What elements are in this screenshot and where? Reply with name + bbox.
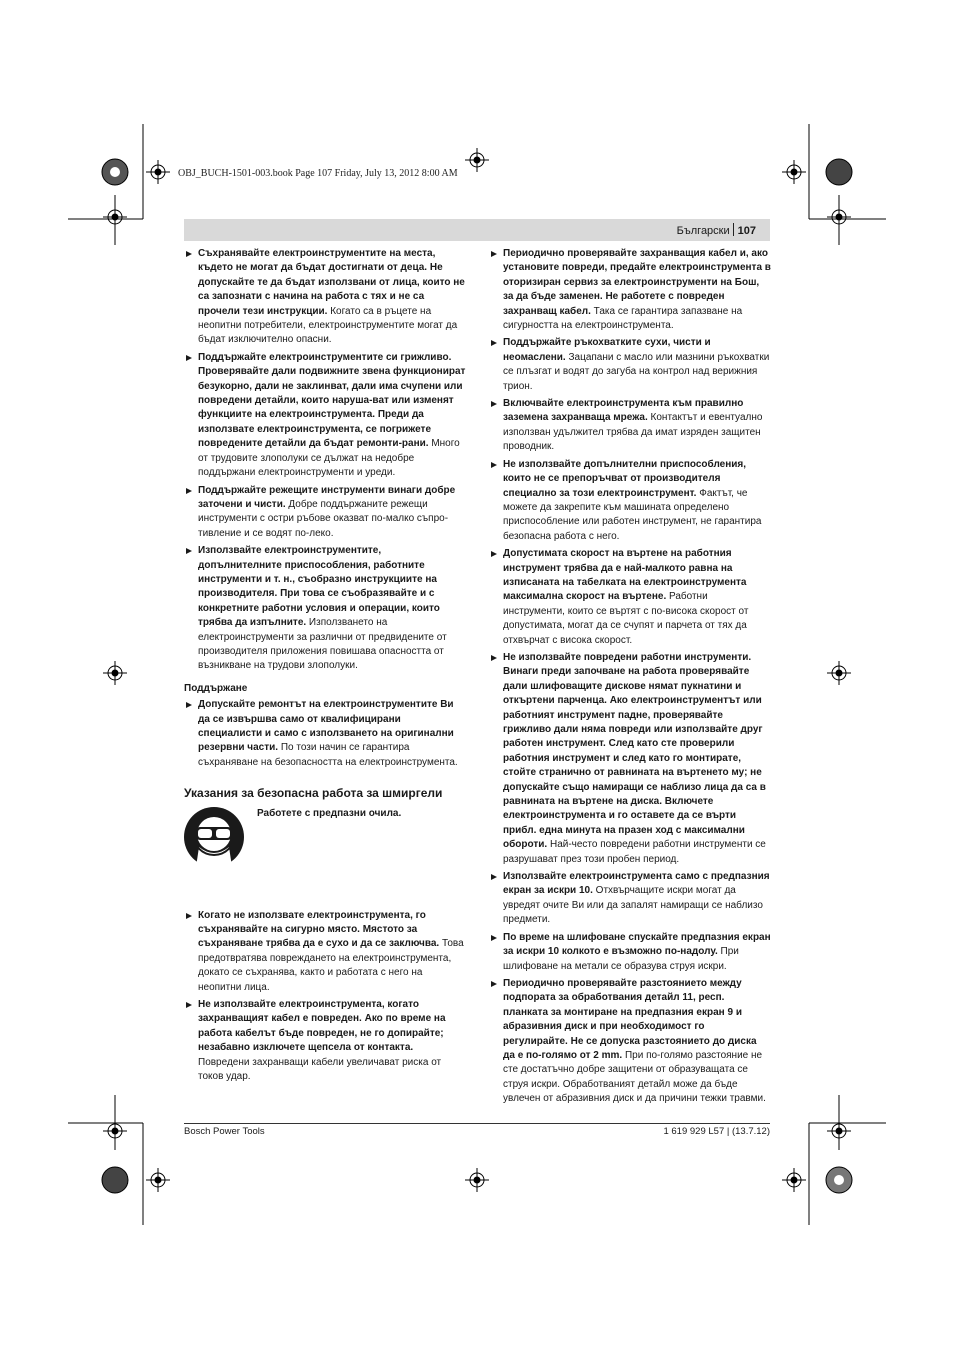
bullet-item [184,909,466,995]
bullet-item [184,544,466,674]
bullet-bold-text: Поддържайте електроинструментите си грижливо. Проверявайте дали подвижните звена функционират безукорно, дали не заклинват, дали има счупени или повредени детайли, които наруша-ват или изменят функциите на електроинструмента. Преди да използвате електроинструмента, се погрижете повредените детайли да бъдат ремонти-рани. [198,351,466,450]
bullet-body-text: При по-голямо разстояние не сте достатъчно добре защитени от образуващата се струя искри. Обработваният детайл може да бъде увлечен от абразивния диск и да причини тежки травми. [503,1049,766,1105]
bullet-triangle-icon [491,551,497,557]
footer-brand: Bosch Power Tools [184,1126,265,1137]
safety-goggles-icon [184,807,244,867]
bullet-triangle-icon [491,401,497,407]
bullet-bold-text: Поддържайте ръкохватките сухи, чисти и неомаслени. [503,337,711,363]
bullet-bold-text: Не използвайте допълнителни приспособления, които не се препоръчват от производителя специално за този електроинструмент. [503,458,747,499]
bullet-item [184,998,466,1084]
goggles-notice [184,807,466,897]
bullet-item [184,484,466,542]
bullet-body-text: Отхвърчащите искри могат да увредят очите Ви или да запалят намиращи се наблизо предмети. [503,885,763,926]
maintenance-items [184,698,466,770]
bullet-bold-text: Допускайте ремонтът на електроинструментите Ви да се извършва само от квалифицирани специалисти и само с използването на оригинални резервни части. [198,699,454,754]
grinder-items [184,909,466,1085]
header-language: Български [676,225,730,237]
bullet-bold-text: Допустимата скорост на въртене на работния инструмент трябва да е най-малкото равна на изписаната на табелката на електроинструмента максимална скорост на въртене. [503,548,747,603]
bullet-body-text: Използването на електроинструменти за различни от предвидените от производителя приложения повишава опасността от възникване на трудови злополуки. [198,617,447,672]
right-items [489,247,771,1107]
bullet-triangle-icon [186,251,192,257]
bullet-item [489,651,771,867]
page-header [184,219,770,241]
bullet-body-text: Когато са в ръцете на неопитни потребители, електроинструментите могат да бъдат изключително опасни. [198,305,458,346]
bullet-triangle-icon [491,340,497,346]
bullet-bold-text: Използвайте електроинструментите, допълнителните приспособления, работните инструменти и т. н., съобразно инструкциите на производителя. При това се съобразявайте и с конкретните работни условия и операции, които трябва да изпълните. [198,545,440,629]
bullet-triangle-icon [186,702,192,708]
bullet-item [489,547,771,648]
bullet-body-text: Това предотвратява повреждането на електроинструмента, докато се съхранява, както и работата с него на неопитни лица. [198,938,464,993]
bullet-triangle-icon [491,251,497,257]
footer-doc-number: 1 619 929 L57 | (13.7.12) [663,1126,770,1137]
bullet-bold-text: Включвайте електроинструмента към правилно заземена захранваща мрежа. [503,398,744,424]
print-slug: OBJ_BUCH-1501-003.book Page 107 Friday, July 13, 2012 8:00 AM [178,168,458,179]
bullet-item [184,351,466,481]
bullet-bold-text: Когато не използвате електроинструмента, го съхранявайте на сигурно място. Мястото за съхраняване трябва да е сухо и да се заключва. [198,909,440,950]
bullet-body-text: Добре поддържаните режещи инструменти с остри ръбове оказват по-малко съпро-тивление и се водят по-леко. [198,498,449,539]
bullet-triangle-icon [491,462,497,468]
bullet-body-text: По този начин се гарантира съхраняване на безопасността на електроинструмента. [198,742,458,768]
grinder-section-heading: Указания за безопасна работа за шмиргели [184,786,443,801]
bullet-bold-text: Съхранявайте електроинструментите на места, където не могат да бъдат достигнати от деца. Не допускайте те да бъдат използвани от лица, които не са запознати с начина на работа с тях и не са прочели тези инструкции. [198,248,465,317]
bullet-bold-text: Не използвайте електроинструмента, когато захранващият кабел е повреден. Ако по време на работа кабелът бъде повреден, не го допирайте; незабавно изключете щепсела от контакта. [198,999,446,1054]
bullet-body-text: Най-често повредени работни инструменти се разрушават през този пробен период. [503,839,766,865]
bullet-bold-text: Не използвайте повредени работни инструменти. Винаги преди започване на работа проверявайте дали шлифоващите дискове нямат пукнатини и откъртени парченца. Ако електроинструментът или работният инструмент падне, проверявайте грижливо дали няма повреди или използвайте друг работен инструмент. След като сте проверили работния инструмент и след като го монтирате, стойте странично от равнината на въртенето му; не допускайте също намиращи се наблизо лица да са в равнината на въртене на диска. Включете електроинструмента и го оставете да се върти прибл. една минута на празен ход с максимални обороти. [503,651,766,851]
bullet-triangle-icon [186,548,192,554]
left-items [184,247,466,674]
bullet-triangle-icon [491,874,497,880]
bullet-item [489,931,771,974]
bullet-body-text: При шлифоване на метали се образува струя искри. [503,946,739,972]
bullet-triangle-icon [491,655,497,661]
header-label [677,223,756,237]
bullet-triangle-icon [186,1002,192,1008]
bullet-body-text: Много от трудовите злополуки се дължат на недобре поддържани електроинструменти и уреди. [198,438,460,479]
bullet-body-text: Контактът и евентуално използван удължител трябва да имат изряден защитен проводник. [503,412,763,453]
bullet-triangle-icon [491,935,497,941]
bullet-item [489,397,771,455]
bullet-item [489,458,771,544]
bullet-item [489,977,771,1107]
bullet-triangle-icon [186,355,192,361]
page-number: 107 [737,225,756,237]
bullet-item [489,870,771,928]
bullet-item [489,247,771,333]
bullet-body-text: Фактът, че можете да закрепите към машината определено приспособление или работен инструмент, не гарантира безопасна работа с него. [503,487,762,542]
bullet-triangle-icon [491,981,497,987]
left-column [184,247,466,1088]
bullet-item [184,247,466,348]
bullet-bold-text: Периодично проверявайте захранващия кабел и, ако установите повреди, предайте електроинструмента в оторизиран сервиз за електроинструменти на Бош, за да бъде заменен. Не работете с повреден захранващ кабел. [503,248,771,317]
footer-rule [184,1123,770,1124]
right-column [489,247,771,1110]
bullet-body-text: Повредени захранващи кабели увеличават риска от токов удар. [198,1056,442,1083]
goggles-caption: Работете с предпазни очила. [257,807,402,819]
bullet-bold-text: Поддържайте режещите инструменти винаги добре заточени и чисти. [198,484,456,510]
bullet-bold-text: Периодично проверявайте разстоянието между подпората за обработвания детайл 11, респ. планката за монтиране на предпазния екран 9 и абразивния диск и при необходимост го регулирайте. Не се допуска разстоянието до диска да е по-голямо от 2 mm. [503,977,757,1061]
bullet-bold-text: По време на шлифоване спускайте предпазния екран за искри 10 колкото е възможно по-надолу. [503,931,771,958]
bullet-body-text: Работни инструменти, които се въртят с по-висока скорост от допустимата, могат да се счупят и парчета от тях да отхвърчат с висока скорост. [503,591,749,646]
bullet-item [184,698,466,770]
bullet-item [489,336,771,394]
bullet-bold-text: Използвайте електроинструмента само с предпазния екран за искри 10. [503,871,770,897]
bullet-body-text: Зацапани с масло или мазнини ръкохватки се плъзгат и водят до загуба на контрол над верижния трион. [503,351,770,392]
maintenance-heading: Поддържане [184,682,248,694]
bullet-body-text: Така се гарантира запазване на сигурността на електроинструмента. [503,305,743,332]
bullet-triangle-icon [186,913,192,919]
bullet-triangle-icon [186,488,192,494]
